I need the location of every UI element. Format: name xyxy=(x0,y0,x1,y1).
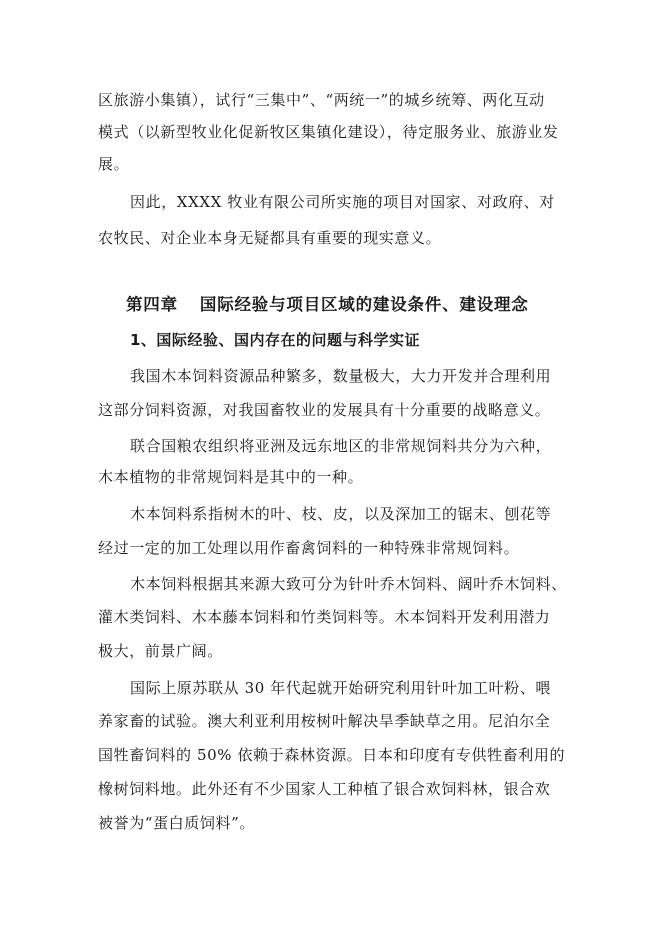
paragraph-line: 养家畜的试验。澳大利亚利用桉树叶解决旱季缺草之用。尼泊尔全 xyxy=(98,712,551,730)
paragraph-line: 我国木本饲料资源品种繁多，数量极大，大力开发并合理利用 xyxy=(130,367,552,385)
paragraph-line: 因此，XXXX 牧业有限公司所实施的项目对国家、对政府、对 xyxy=(130,193,555,211)
paragraph-line: 被誉为“蛋白质饲料”。 xyxy=(98,814,255,832)
chapter-number: 第四章 xyxy=(126,295,178,314)
paragraph-line: 木本饲料根据其来源大致可分为针叶乔木饲料、阔叶乔木饲料、 xyxy=(130,575,567,593)
paragraph-line: 这部分饲料资源，对我国畜牧业的发展具有十分重要的战略意义。 xyxy=(98,401,551,419)
chapter-heading xyxy=(126,294,529,316)
section-heading: 1、国际经验、国内存在的问题与科学实证 xyxy=(130,331,420,349)
paragraph-line: 极大，前景广阔。 xyxy=(98,642,223,660)
chapter-title: 国际经验与项目区域的建设条件、建设理念 xyxy=(199,295,529,314)
paragraph-line: 国牲畜饲料的 50% 依赖于森林资源。日本和印度有专供牲畜利用的 xyxy=(98,746,566,764)
paragraph-line: 联合国粮农组织将亚洲及远东地区的非常规饲料共分为六种， xyxy=(130,437,552,455)
paragraph-line: 经过一定的加工处理以用作畜禽饲料的一种特殊非常规饲料。 xyxy=(98,539,520,557)
paragraph-line: 区旅游小集镇），试行“三集中”、“两统一”的城乡统筹、两化互动 xyxy=(98,91,545,109)
paragraph-line: 农牧民、对企业本身无疑都具有重要的现实意义。 xyxy=(98,229,442,247)
paragraph-line: 木本饲料系指树木的叶、枝、皮，以及深加工的锯末、刨花等 xyxy=(130,505,552,523)
paragraph-line: 展。 xyxy=(98,155,130,173)
paragraph-line: 国际上原苏联从 30 年代起就开始研究利用针叶加工叶粉、喂 xyxy=(130,679,552,697)
paragraph-line: 橡树饲料地。此外还有不少国家人工种植了银合欢饲料林，银合欢 xyxy=(98,780,551,798)
paragraph-line: 模式（以新型牧业化促新牧区集镇化建设），待定服务业、旅游业发 xyxy=(98,123,559,141)
paragraph-line: 木本植物的非常规饲料是其中的一种。 xyxy=(98,468,364,486)
paragraph-line: 灌木类饲料、木本藤本饲料和竹类饲料等。木本饲料开发利用潜力 xyxy=(98,608,551,626)
